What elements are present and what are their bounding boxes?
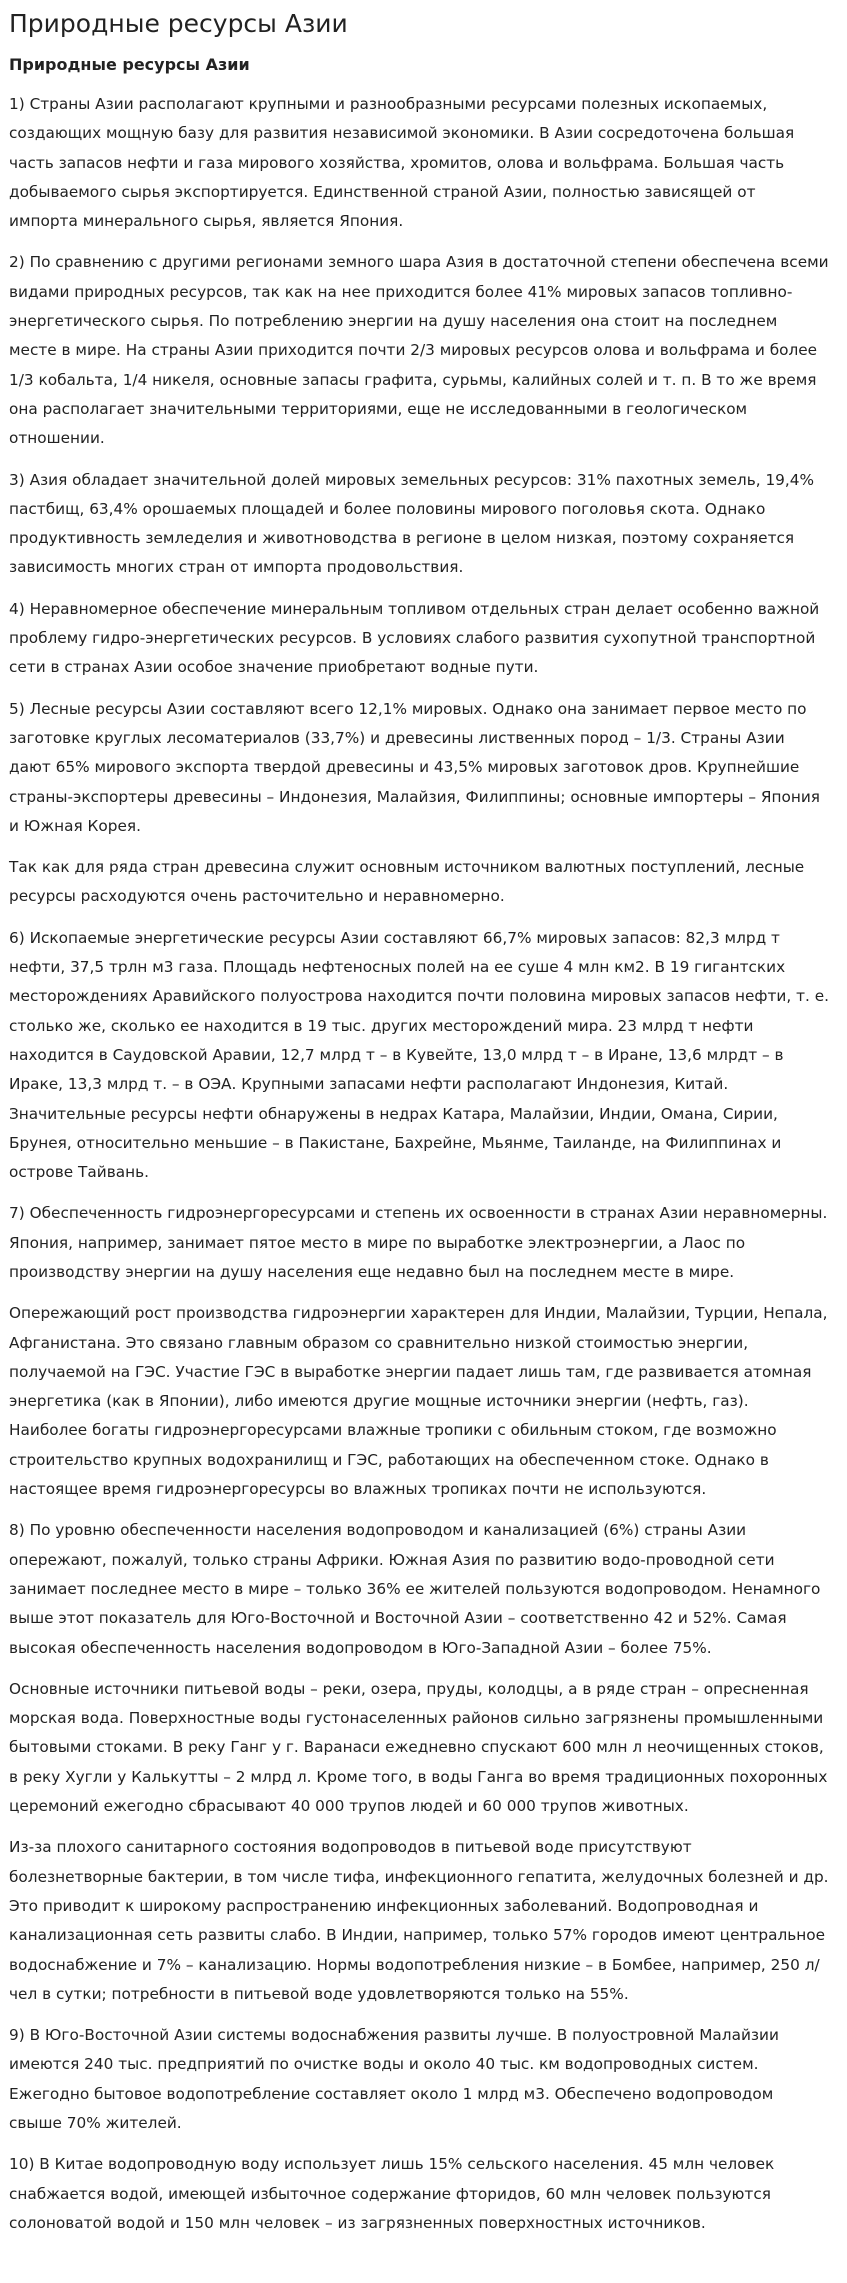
paragraph-5-continued: Так как для ряда стран древесина служит основным источником валютных поступлений, лесные ресурсы расходуются очень расточительно и неравномерно.: [9, 858, 805, 906]
paragraph-2: 2) По сравнению с другими регионами земного шара Азия в достаточной степени обеспечена всеми видами природных ресурсов, так как на нее приходится более 41% мировых запасов топливно-энергетического сырья. По потреблению энергии на душу населения она стоит на последнем месте в мире. На страны Азии приходится почти 2/3 мировых ресурсов олова и вольфрама и более 1/3 кобальта, 1/4 никеля, основные запасы графита, сурьмы, калийных солей и т. п. В то же время она располагает значительными территориями, еще не исследованными в геологическом отношении.: [9, 253, 829, 448]
article-heading: Природные ресурсы Азии: [9, 55, 250, 74]
paragraph-5: 5) Лесные ресурсы Азии составляют всего 12,1% мировых. Однако она занимает первое место по заготовке круглых лесоматериалов (33,7%) и древесины лиственных пород – 1/3. Страны Азии дают 65% мирового экспорта твердой древесины и 43,5% мировых заготовок дров. Крупнейшие страны-экспортеры древесины – Индонезия, Малайзия, Филиппины; основные импортеры – Япония и Южная Корея.: [9, 699, 821, 835]
paragraph-1: 1) Страны Азии располагают крупными и разнообразными ресурсами полезных ископаемых, создающих мощную базу для развития независимой экономики. В Азии сосредоточена большая часть запасов нефти и газа мирового хозяйства, хромитов, олова и вольфрама. Большая часть добываемого сырья экспортируется. Единственной страной Азии, полностью зависящей от импорта минерального сырья, является Япония.: [9, 95, 795, 231]
paragraph-7-continued: Опережающий рост производства гидроэнергии характерен для Индии, Малайзии, Турции, Непала, Афганистана. Это связано главным образом со сравнительно низкой стоимостью энергии, получаемой на ГЭС. Участие ГЭС в выработке энергии падает лишь там, где развивается атомная энергетика (как в Японии), либо имеются другие мощные источники энергии (нефть, газ). Наиболее богаты гидроэнергоресурсами влажные тропики с обильным стоком, где возможно строительство крупных водохранилищ и ГЭС, работающих на обеспеченном стоке. Однако в настоящее время гидроэнергоресурсы во влажных тропиках почти не используются.: [9, 1304, 828, 1499]
paragraph-7: 7) Обеспеченность гидроэнергоресурсами и степень их освоенности в странах Азии неравномерны. Япония, например, занимает пятое место в мире по выработке электроэнергии, а Лаос по производству энергии на душу населения еще недавно был на последнем месте в мире.: [9, 1204, 828, 1281]
paragraph-10: 10) В Китае водопроводную воду использует лишь 15% сельского населения. 45 млн человек снабжается водой, имеющей избыточное содержание фторидов, 60 млн человек пользуются солоноватой водой и 150 млн человек – из загрязненных поверхностных источников.: [9, 2155, 775, 2232]
paragraph-8: 8) По уровню обеспеченности населения водопроводом и канализацией (6%) страны Азии опережают, пожалуй, только страны Африки. Южная Азия по развитию водо-проводной сети занимает последнее место в мире – только 36% ее жителей пользуются водопроводом. Ненамного выше этот показатель для Юго-Восточной и Восточной Азии – соответственно 42 и 52%. Самая высокая обеспеченность населения водопроводом в Юго-Западной Азии – более 75%.: [9, 1521, 821, 1657]
paragraph-6: 6) Ископаемые энергетические ресурсы Азии составляют 66,7% мировых запасов: 82,3 млрд т нефти, 37,5 трлн м3 газа. Площадь нефтеносных полей на ее суше 4 млн км2. В 19 гигантских месторождениях Аравийского полуострова находится почти половина мировых запасов нефти, т. е. столько же, сколько ее находится в 19 тыс. других месторождений мира. 23 млрд т нефти находится в Саудовской Аравии, 12,7 млрд т – в Кувейте, 13,0 млрд т – в Иране, 13,6 млрдт – в Ираке, 13,3 млрд т. – в ОЭА. Крупными запасами нефти располагают Индонезия, Китай. Значительные ресурсы нефти обнаружены в недрах Катара, Малайзии, Индии, Омана, Сирии, Брунея, относительно меньшие – в Пакистане, Бахрейне, Мьянме, Таиланде, на Филиппинах и острове Тайвань.: [9, 928, 829, 1182]
paragraph-3: 3) Азия обладает значительной долей мировых земельных ресурсов: 31% пахотных земель, 19,4% пастбищ, 63,4% орошаемых площадей и более половины мирового поголовья скота. Однако продуктивность земледелия и животноводства в регионе в целом низкая, поэтому сохраняется зависимость многих стран от импорта продовольствия.: [9, 470, 815, 577]
paragraph-4: 4) Неравномерное обеспечение минеральным топливом отдельных стран делает особенно важной проблему гидро-энергетических ресурсов. В условиях слабого развития сухопутной транспортной сети в странах Азии особое значение приобретают водные пути.: [9, 599, 820, 677]
article-body: [9, 54, 829, 2238]
page-title: Природные ресурсы Азии: [9, 9, 348, 38]
paragraph-8-continued-2: Из-за плохого санитарного состояния водопроводов в питьевой воде присутствуют болезнетворные бактерии, в том числе тифа, инфекционного гепатита, желудочных болезней и др. Это приводит к широкому распространению инфекционных заболеваний. Водопроводная и канализационная сеть развиты слабо. В Индии, например, только 57% городов имеют центральное водоснабжение и 7% – канализацию. Нормы водопотребления низкие – в Бомбее, например, 250 л/чел в сутки; потребности в питьевой воде удовлетворяются только на 55%.: [9, 1838, 829, 2003]
paragraph-8-continued: Основные источники питьевой воды – реки, озера, пруды, колодцы, а в ряде стран – опресненная морская вода. Поверхностные воды густонаселенных районов сильно загрязнены промышленными бытовыми стоками. В реку Ганг у г. Варанаси ежедневно спускают 600 млн л неочищенных стоков, в реку Хугли у Калькутты – 2 млрд л. Кроме того, в воды Ганга во время традиционных похоронных церемоний ежегодно сбрасывают 40 000 трупов людей и 60 000 трупов животных.: [9, 1679, 828, 1816]
paragraph-9: 9) В Юго-Восточной Азии системы водоснабжения развиты лучше. В полуостровной Малайзии имеются 240 тыс. предприятий по очистке воды и около 40 тыс. км водопроводных систем. Ежегодно бытовое водопотребление составляет около 1 млрд м3. Обеспечено водопроводом свыше 70% жителей.: [9, 2026, 779, 2132]
